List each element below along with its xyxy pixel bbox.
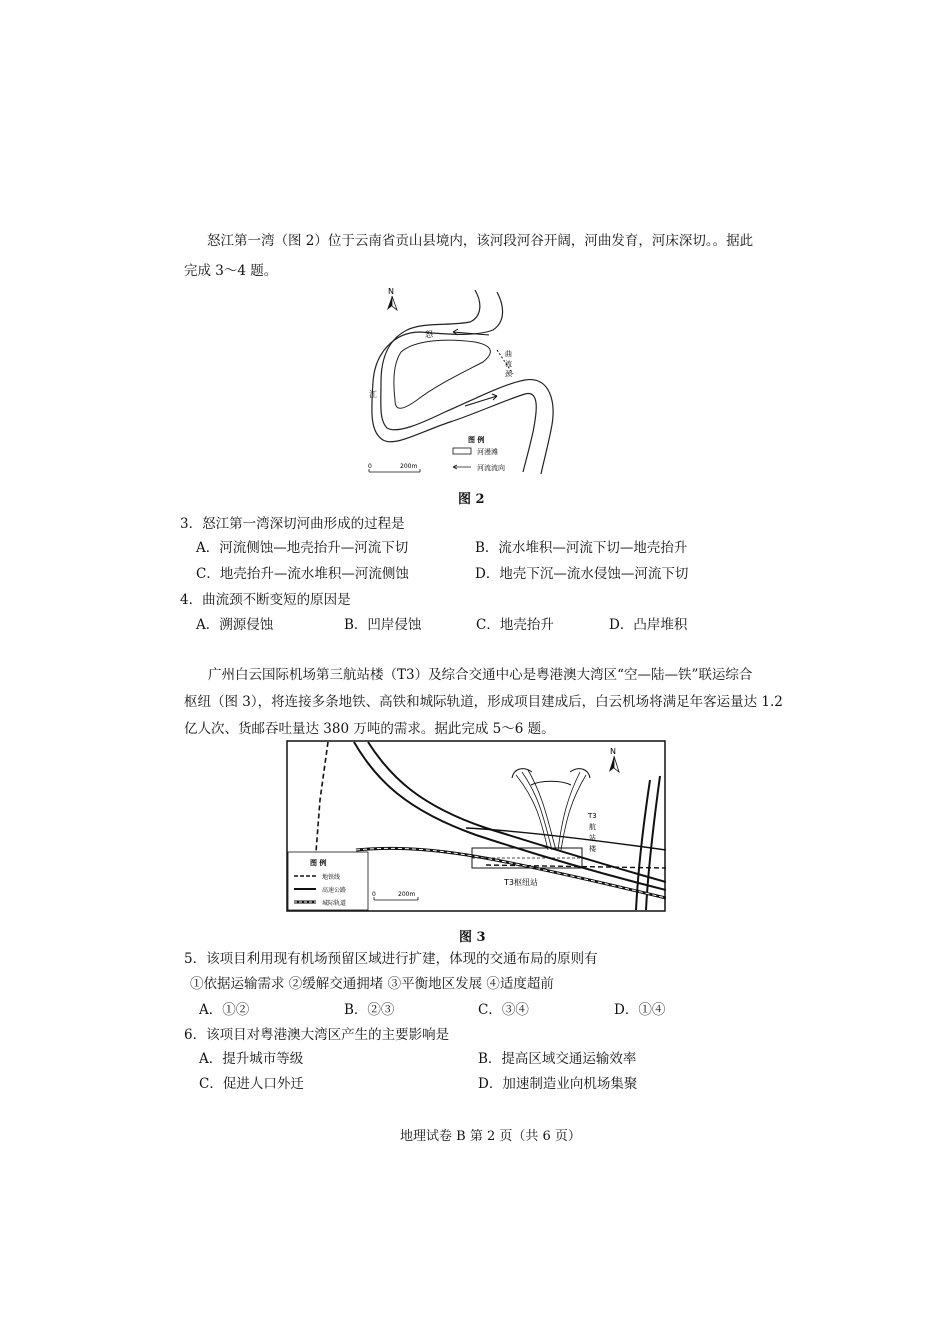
q4-option-d[interactable]: D．凸岸堆积 xyxy=(609,617,688,633)
passage-1-line-2: 完成 3～4 题。 xyxy=(184,263,278,279)
q5-option-b[interactable]: B．②③ xyxy=(344,1002,395,1018)
terminal-char-2: 航 xyxy=(589,823,596,831)
neck-char-3: 颈 xyxy=(505,370,512,378)
legend-item-highway: 高速公路 xyxy=(322,887,347,894)
river-char-1: 怒 xyxy=(425,330,433,339)
legend-item-rail: 城际轨道 xyxy=(322,900,347,907)
hub-station-label: T3枢纽站 xyxy=(504,878,538,887)
scale-zero: 0 xyxy=(368,463,372,470)
passage-2-line-2: 枢纽（图 3），将连接多条地铁、高铁和城际轨道，形成项目建成后，白云机场将满足年客运量达 1.2 xyxy=(184,694,783,710)
legend-item-flow: 河流流向 xyxy=(477,464,505,472)
q6-option-d[interactable]: D．加速制造业向机场集聚 xyxy=(478,1076,638,1092)
q5-stem: 5．该项目利用现有机场预留区域进行扩建，体现的交通布局的原则有 xyxy=(184,951,598,967)
river-inner-bank xyxy=(381,290,553,474)
q3-option-c[interactable]: C．地壳抬升—流水堆积—河流侧蚀 xyxy=(196,566,409,582)
figure-2-caption: 图 2 xyxy=(458,492,485,507)
legend-item-floodplain: 河漫滩 xyxy=(477,448,498,456)
page-footer: 地理试卷 B 第 2 页（共 6 页） xyxy=(400,1129,581,1144)
river-char-2: 江 xyxy=(369,390,377,399)
q4-stem: 4．曲流颈不断变短的原因是 xyxy=(180,592,351,608)
river-outer-bank xyxy=(372,292,536,472)
legend-title: 图 例 xyxy=(468,436,485,444)
q4-option-a[interactable]: A．溯源侵蚀 xyxy=(196,617,274,633)
q5-option-c[interactable]: C．③④ xyxy=(478,1002,529,1018)
scale-zero: 0 xyxy=(372,891,376,898)
scale-distance: 200m xyxy=(400,463,418,470)
q3-option-b[interactable]: B．流水堆积—河流下切—地壳抬升 xyxy=(475,540,688,556)
figure-2-map xyxy=(365,282,565,477)
figure-3-map xyxy=(286,740,666,912)
q3-option-d[interactable]: D．地壳下沉—流水侵蚀—河流下切 xyxy=(475,566,689,582)
neck-char-2: 流 xyxy=(505,360,512,368)
q6-option-c[interactable]: C．促进人口外迁 xyxy=(199,1076,304,1092)
q5-option-d[interactable]: D．①④ xyxy=(614,1002,666,1018)
q6-option-b[interactable]: B．提高区域交通运输效率 xyxy=(478,1051,637,1067)
legend-item-metro: 地铁线 xyxy=(322,874,341,881)
passage-2-line-1: 广州白云国际机场第三航站楼（T3）及综合交通中心是粤港澳大湾区“空—陆—铁”联运综合 xyxy=(208,667,753,683)
q6-stem: 6．该项目对粤港澳大湾区产生的主要影响是 xyxy=(184,1027,450,1043)
scale-distance: 200m xyxy=(398,891,416,898)
q4-option-b[interactable]: B．凹岸侵蚀 xyxy=(344,617,422,633)
north-label: N xyxy=(388,287,394,296)
terminal-char-3: 站 xyxy=(589,834,596,842)
terminal-char-4: 楼 xyxy=(589,845,596,853)
north-arrow-icon xyxy=(387,296,392,310)
q3-option-a[interactable]: A．河流侧蚀—地壳抬升—河流下切 xyxy=(196,540,409,556)
q5-option-a[interactable]: A．①② xyxy=(199,1002,250,1018)
legend-title: 图 例 xyxy=(310,859,327,867)
north-label: N xyxy=(610,747,616,756)
q3-stem: 3．怒江第一湾深切河曲形成的过程是 xyxy=(180,516,405,532)
passage-1-line-1: 怒江第一湾（图 2）位于云南省贡山县境内，该河段河谷开阔，河曲发育，河床深切。。据此 xyxy=(207,233,754,249)
q5-statements: ①依据运输需求 ②缓解交通拥堵 ③平衡地区发展 ④适度超前 xyxy=(190,976,554,992)
q6-option-a[interactable]: A．提升城市等级 xyxy=(199,1051,304,1067)
floodplain-legend-icon xyxy=(453,448,471,454)
neck-char-1: 曲 xyxy=(505,350,512,358)
figure-3-caption: 图 3 xyxy=(459,930,486,945)
passage-2-line-3: 亿人次、货邮吞吐量达 380 万吨的需求。据此完成 5～6 题。 xyxy=(184,721,555,737)
q4-option-c[interactable]: C．地壳抬升 xyxy=(476,617,554,633)
terminal-char-1: T3 xyxy=(588,812,597,820)
